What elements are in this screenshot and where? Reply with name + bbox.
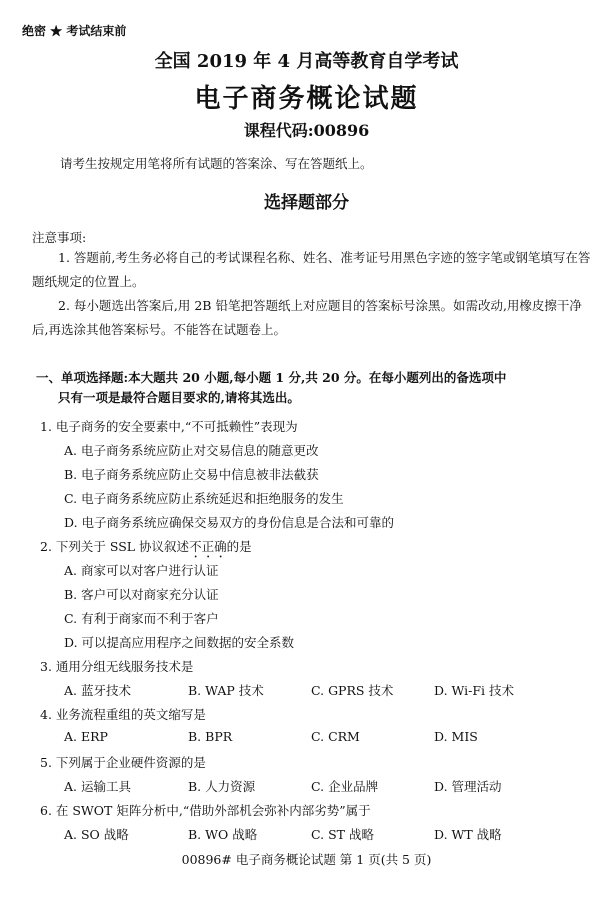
question-3-option-b: B. WAP 技术 [188, 683, 264, 698]
paper-title: 电子商务概论试题 [194, 84, 419, 114]
question-2-stem-end: 的是 [226, 539, 252, 554]
question-6-option-b: B. WO 战略 [188, 827, 258, 842]
question-5-option-c: C. 企业品牌 [311, 779, 379, 794]
question-5-stem: 5. 下列属于企业硬件资源的是 [40, 755, 206, 770]
question-2-option-d: D. 可以提高应用程序之间数据的安全系数 [64, 635, 295, 650]
question-5-option-a: A. 运输工具 [64, 779, 131, 794]
question-3-option-a: A. 蓝牙技术 [64, 683, 131, 698]
confidential-mark: 绝密 ★ 考试结束前 [22, 24, 127, 38]
question-6-option-a: A. SO 战略 [64, 827, 129, 842]
question-2-option-b: B. 客户可以对商家充分认证 [64, 587, 219, 602]
part-one-line-2: 只有一项是最符合题目要求的,请将其选出。 [58, 390, 300, 405]
part-one-instructions [36, 368, 586, 408]
section-title: 选择题部分 [264, 193, 349, 213]
question-3-option-c: C. GPRS 技术 [311, 683, 394, 698]
question-4-option-d: D. MIS [434, 729, 478, 744]
question-3-stem: 3. 通用分组无线服务技术是 [40, 659, 194, 674]
question-2-stem-start: 2. 下列关于 SSL 协议叙述 [40, 539, 190, 554]
question-2-option-c: C. 有利于商家而不利于客户 [64, 611, 219, 626]
question-1-option-a: A. 电子商务系统应防止对交易信息的随意更改 [64, 443, 319, 458]
question-1-option-d: D. 电子商务系统应确保交易双方的身份信息是合法和可靠的 [64, 515, 395, 530]
question-3-option-d: D. Wi-Fi 技术 [434, 683, 515, 698]
course-code: 课程代码:00896 [243, 121, 370, 140]
part-one-line-1: 一、单项选择题:本大题共 20 小题,每小题 1 分,共 20 分。在每小题列出的备选项中 [36, 370, 507, 385]
question-2-option-a: A. 商家可以对客户进行认证 [64, 563, 219, 578]
question-1-option-b: B. 电子商务系统应防止交易中信息被非法截获 [64, 467, 319, 482]
question-4-stem: 4. 业务流程重组的英文缩写是 [40, 707, 206, 722]
answer-instruction: 请考生按规定用笔将所有试题的答案涂、写在答题纸上。 [60, 156, 373, 171]
question-6-option-d: D. WT 战略 [434, 827, 502, 842]
question-1-stem: 1. 电子商务的安全要素中,“不可抵赖性”表现为 [40, 419, 298, 434]
question-6-option-c: C. ST 战略 [311, 827, 374, 842]
note-item-2: 2. 每小题选出答案后,用 2B 铅笔把答题纸上对应题目的答案标号涂黑。如需改动,用橡皮擦干净后,再选涂其他答案标号。不能答在试题卷上。 [32, 298, 582, 337]
notes-heading: 注意事项: [32, 230, 87, 245]
question-2-emphasis: 不正确 [189, 539, 227, 554]
exam-heading: 全国 2019 年 4 月高等教育自学考试 [154, 51, 459, 72]
question-2-stem [40, 537, 252, 561]
question-1-option-c: C. 电子商务系统应防止系统延迟和拒绝服务的发生 [64, 491, 344, 506]
question-5-option-d: D. 管理活动 [434, 779, 502, 794]
question-6-stem: 6. 在 SWOT 矩阵分析中,“借助外部机会弥补内部劣势”属于 [40, 803, 371, 818]
question-4-option-b: B. BPR [188, 729, 233, 744]
question-5-option-b: B. 人力资源 [188, 779, 256, 794]
note-item-1: 1. 答题前,考生务必将自己的考试课程名称、姓名、准考证号用黑色字迹的签字笔或钢笔填写在答题纸规定的位置上。 [32, 250, 591, 289]
question-4-option-a: A. ERP [64, 729, 108, 744]
question-4-option-c: C. CRM [311, 729, 360, 744]
page-footer: 00896# 电子商务概论试题 第 1 页(共 5 页) [181, 852, 432, 867]
